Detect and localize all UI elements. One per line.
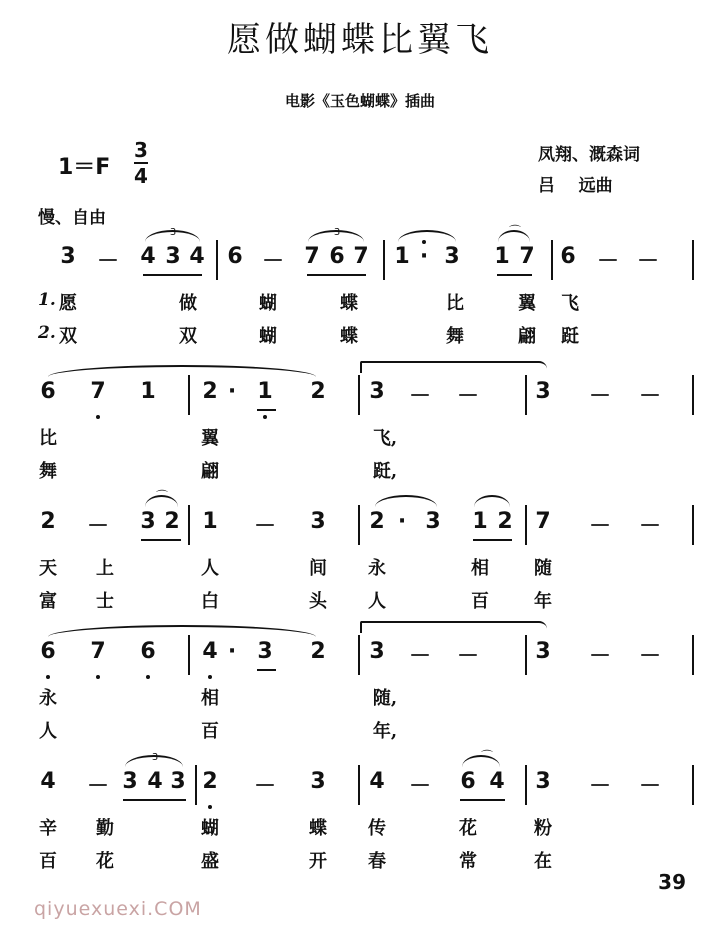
- watermark: qiyuexuexi.COM: [34, 898, 202, 920]
- beat-underline: [307, 274, 366, 276]
- lyric-syllable: 粉: [534, 818, 552, 839]
- lyric-syllable: 舞: [446, 326, 464, 347]
- note: 4: [147, 769, 163, 794]
- lyric-syllable: 比: [39, 428, 57, 449]
- note: 6: [460, 769, 476, 794]
- lyric-syllable: 相: [471, 558, 489, 579]
- dash-mark: －: [408, 384, 432, 409]
- slur: [398, 230, 456, 242]
- note: 4: [189, 244, 205, 269]
- lyric-syllable: 蝶: [340, 326, 358, 347]
- note: 3: [310, 769, 326, 794]
- bar-line: [358, 765, 360, 805]
- beat-underline: [473, 539, 512, 541]
- note: 3: [535, 379, 551, 404]
- note: 2: [369, 509, 385, 534]
- low-octave-dot: [146, 675, 150, 679]
- dash-mark: －: [86, 774, 110, 799]
- score-line-5: [0, 749, 720, 872]
- dash-mark: －: [456, 384, 480, 409]
- lyric-syllable: 飞: [561, 293, 579, 314]
- lyric-syllable: 百: [39, 851, 57, 872]
- bar-line: [358, 635, 360, 675]
- tempo-marking: 慢、自由: [38, 208, 106, 228]
- low-octave-dot: [263, 415, 267, 419]
- lyric-syllable: 翩: [518, 326, 536, 347]
- note: 4: [40, 769, 56, 794]
- note: 2: [202, 379, 218, 404]
- bar-line: [692, 240, 694, 280]
- lyric-syllable: 做: [179, 293, 197, 314]
- bar-line: [692, 635, 694, 675]
- lyric-syllable: 随,: [372, 688, 398, 709]
- bar-line: [216, 240, 218, 280]
- beat-underline: [460, 799, 505, 801]
- note: 7: [519, 244, 535, 269]
- dash-mark: －: [588, 384, 612, 409]
- dash-mark: －: [638, 644, 662, 669]
- note: 3: [170, 769, 186, 794]
- bar-line: [195, 765, 197, 805]
- bar-line: [525, 765, 527, 805]
- note: 6: [40, 379, 56, 404]
- bar-line: [525, 505, 527, 545]
- lyricist-credit: 凤翔、溉森词: [538, 145, 640, 165]
- lyric-syllable: 蝶: [340, 293, 358, 314]
- lyric-syllable: 永: [39, 688, 57, 709]
- lyric-syllable: 富: [39, 591, 57, 612]
- dash-mark: －: [596, 249, 620, 274]
- composer-credit: 吕 远曲: [538, 176, 613, 196]
- lyric-syllable: 年,: [372, 721, 398, 742]
- lyric-syllable: 上: [96, 558, 114, 579]
- lyric-syllable: 双: [179, 326, 197, 347]
- bar-line: [358, 505, 360, 545]
- lyric-syllable: 花: [96, 851, 114, 872]
- dot-mark: ·: [397, 509, 407, 534]
- fermata-icon: ⌒: [508, 224, 522, 238]
- lyric-syllable: 翼: [518, 293, 536, 314]
- note: 6: [560, 244, 576, 269]
- lyric-syllable: 人: [39, 721, 57, 742]
- fermata-icon: ⌒: [155, 489, 169, 503]
- dash-mark: －: [86, 514, 110, 539]
- beat-underline: [123, 799, 186, 801]
- key-signature: 1＝F: [58, 155, 111, 180]
- note: 2: [310, 639, 326, 664]
- bar-line: [525, 635, 527, 675]
- lyric-syllable: 春: [368, 851, 386, 872]
- note: 1: [394, 244, 410, 269]
- note: 3: [535, 769, 551, 794]
- note: 4: [369, 769, 385, 794]
- dot-mark: ·: [227, 379, 237, 404]
- dash-mark: －: [456, 644, 480, 669]
- note: 2: [497, 509, 513, 534]
- lyric-syllable: 蝴: [259, 326, 277, 347]
- verse-number: 2.: [38, 323, 56, 343]
- beat-underline: [257, 409, 276, 411]
- bar-line: [188, 635, 190, 675]
- note: 3: [257, 639, 273, 664]
- lyric-syllable: 天: [39, 558, 57, 579]
- lyric-syllable: 双: [59, 326, 77, 347]
- bar-line: [383, 240, 385, 280]
- slur: [474, 495, 510, 507]
- note: 3: [122, 769, 138, 794]
- note: 2: [40, 509, 56, 534]
- slur: [48, 365, 316, 377]
- page-number: 39: [658, 870, 686, 894]
- note: 1: [472, 509, 488, 534]
- lyric-syllable: 传: [368, 818, 386, 839]
- lyric-syllable: 年: [534, 591, 552, 612]
- note: 7: [535, 509, 551, 534]
- lyric-syllable: 愿: [59, 293, 77, 314]
- note: 3: [369, 639, 385, 664]
- lyric-syllable: 跹: [561, 326, 579, 347]
- fermata-icon: ⌒: [480, 749, 494, 763]
- lyric-syllable: 间: [309, 558, 327, 579]
- bar-line: [692, 505, 694, 545]
- bar-line: [692, 375, 694, 415]
- score-line-1: [0, 224, 720, 347]
- lyric-syllable: 辛: [39, 818, 57, 839]
- dash-mark: －: [253, 514, 277, 539]
- lyric-syllable: 跹,: [372, 461, 398, 482]
- note: 2: [202, 769, 218, 794]
- note: 1: [140, 379, 156, 404]
- note: 3: [425, 509, 441, 534]
- dash-mark: －: [638, 384, 662, 409]
- note: 7: [353, 244, 369, 269]
- dash-mark: －: [408, 774, 432, 799]
- note: 2: [164, 509, 180, 534]
- lyric-syllable: 勤: [96, 818, 114, 839]
- lyric-syllable: 头: [309, 591, 327, 612]
- score-line-2: [0, 375, 720, 482]
- song-subtitle: 电影《玉色蝴蝶》插曲: [284, 92, 435, 110]
- note: 2: [310, 379, 326, 404]
- lyric-syllable: 白: [201, 591, 219, 612]
- lyric-syllable: 人: [201, 558, 219, 579]
- verse-number: 1.: [38, 290, 56, 310]
- beat-underline: [257, 669, 276, 671]
- bar-line: [188, 505, 190, 545]
- lyric-syllable: 蝴: [201, 818, 219, 839]
- note: 7: [304, 244, 320, 269]
- meter-top: 3: [134, 138, 148, 162]
- lyric-syllable: 翼: [201, 428, 219, 449]
- note: 4: [489, 769, 505, 794]
- bar-line: [692, 765, 694, 805]
- bar-line: [525, 375, 527, 415]
- note: 3: [535, 639, 551, 664]
- volta-bracket: [360, 361, 547, 373]
- lyric-syllable: 花: [459, 818, 477, 839]
- triplet-mark: 3: [333, 227, 341, 238]
- volta-bracket: [360, 621, 547, 633]
- lyric-syllable: 在: [534, 851, 552, 872]
- low-octave-dot: [96, 675, 100, 679]
- lyric-syllable: 蝶: [309, 818, 327, 839]
- lyric-syllable: 翩: [201, 461, 219, 482]
- score-line-3: [0, 489, 720, 612]
- note: 3: [369, 379, 385, 404]
- note: 6: [329, 244, 345, 269]
- lyric-syllable: 相: [201, 688, 219, 709]
- note: 4: [140, 244, 156, 269]
- note: 1: [257, 379, 273, 404]
- bar-line: [551, 240, 553, 280]
- dash-mark: －: [638, 514, 662, 539]
- low-octave-dot: [46, 675, 50, 679]
- lyric-syllable: 随: [534, 558, 552, 579]
- lyric-syllable: 人: [368, 591, 386, 612]
- low-octave-dot: [208, 805, 212, 809]
- note: 3: [165, 244, 181, 269]
- triplet-mark: 3: [151, 752, 159, 763]
- low-octave-dot: [96, 415, 100, 419]
- dash-mark: －: [636, 249, 660, 274]
- note: 7: [90, 639, 106, 664]
- song-title: 愿做蝴蝶比翼飞: [227, 20, 493, 60]
- beat-underline: [143, 274, 202, 276]
- dot-mark: ·: [419, 244, 429, 269]
- note: 3: [60, 244, 76, 269]
- lyric-syllable: 百: [201, 721, 219, 742]
- lyric-syllable: 飞,: [372, 428, 398, 449]
- low-octave-dot: [208, 675, 212, 679]
- lyric-syllable: 舞: [39, 461, 57, 482]
- dash-mark: －: [588, 514, 612, 539]
- score-line-4: [0, 635, 720, 742]
- note: 4: [202, 639, 218, 664]
- note: 1: [202, 509, 218, 534]
- bar-line: [358, 375, 360, 415]
- note: 3: [444, 244, 460, 269]
- slur: [375, 495, 437, 507]
- beat-underline: [141, 539, 181, 541]
- dash-mark: －: [96, 249, 120, 274]
- dash-mark: －: [638, 774, 662, 799]
- note: 3: [310, 509, 326, 534]
- lyric-syllable: 盛: [201, 851, 219, 872]
- lyric-syllable: 常: [459, 851, 477, 872]
- dash-mark: －: [261, 249, 285, 274]
- lyric-syllable: 比: [446, 293, 464, 314]
- dash-mark: －: [588, 644, 612, 669]
- lyric-syllable: 蝴: [259, 293, 277, 314]
- dash-mark: －: [408, 644, 432, 669]
- dot-mark: ·: [227, 639, 237, 664]
- slur: [48, 625, 316, 637]
- note: 3: [140, 509, 156, 534]
- meter-bottom: 4: [134, 164, 148, 188]
- time-signature: [134, 140, 148, 186]
- note: 6: [140, 639, 156, 664]
- note: 1: [494, 244, 510, 269]
- note: 7: [90, 379, 106, 404]
- triplet-mark: 3: [169, 227, 177, 238]
- dash-mark: －: [253, 774, 277, 799]
- bar-line: [188, 375, 190, 415]
- lyric-syllable: 开: [309, 851, 327, 872]
- note: 6: [227, 244, 243, 269]
- dash-mark: －: [588, 774, 612, 799]
- lyric-syllable: 士: [96, 591, 114, 612]
- lyric-syllable: 百: [471, 591, 489, 612]
- lyric-syllable: 永: [368, 558, 386, 579]
- beat-underline: [497, 274, 532, 276]
- note: 6: [40, 639, 56, 664]
